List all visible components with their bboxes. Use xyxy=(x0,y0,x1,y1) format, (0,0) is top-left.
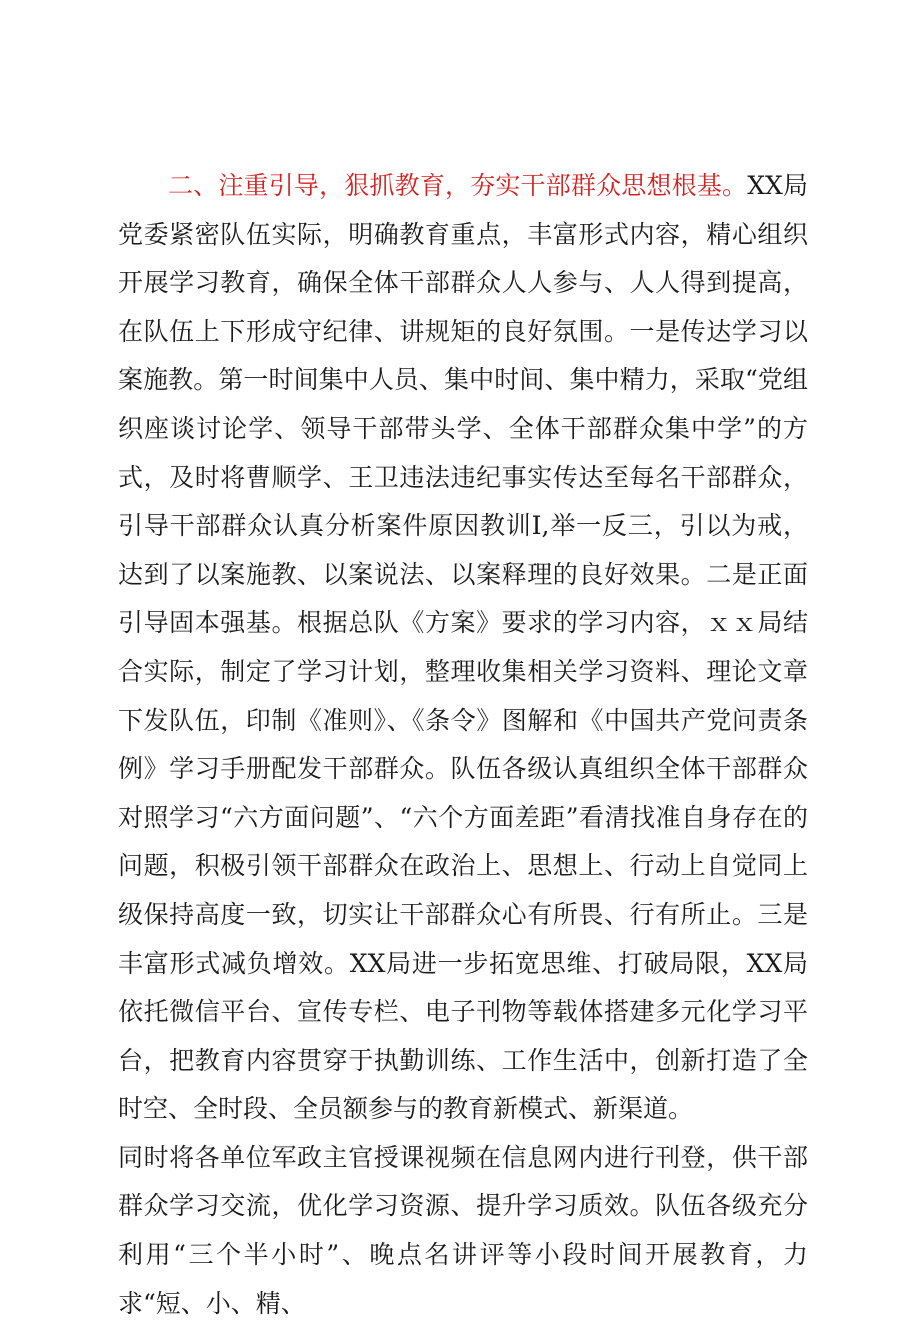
section-heading: 二、注重引导，狠抓教育，夯实干部群众思想根基。 xyxy=(168,171,748,200)
document-body xyxy=(118,162,808,1328)
paragraph-1-text: XX局党委紧密队伍实际，明确教育重点，丰富形式内容，精心组织开展学习教育，确保全体干部群众人人参与、人人得到提高，在队伍上下形成守纪律、讲规矩的良好氛围。一是传达学习以案施教。第一时间集中人员、集中时间、集中精力，采取“党组织座谈讨论学、领导干部带头学、全体干部群众集中学”的方式，及时将曹顺学、王卫违法违纪事实传达至每名干部群众，引导干部群众认真分析案件原因教训I,举一反三，引以为戒，达到了以案施教、以案说法、以案释理的良好效果。二是正面引导固本强基。根据总队《方案》要求的学习内容，ｘｘ局结合实际，制定了学习计划，整理收集相关学习资料、理论文章下发队伍，印制《准则》、《条令》图解和《中国共产党问责条例》学习手册配发干部群众。队伍各级认真组织全体干部群众对照学习“六方面问题”、“六个方面差距”看清找准自身存在的问题，积极引领干部群众在政治上、思想上、行动上自觉同上级保持高度一致，切实让干部群众心有所畏、行有所止。三是丰富形式减负增效。XX局进一步拓宽思维、打破局限，XX局依托微信平台、宣传专栏、电子刊物等载体搭建多元化学习平台，把教育内容贯穿于执勤训练、工作生活中，创新打造了全时空、全时段、全员额参与的教育新模式、新渠道。 xyxy=(118,171,808,1124)
paragraph-2-text: 同时将各单位军政主官授课视频在信息网内进行刊登，供干部群众学习交流，优化学习资源、提升学习质效。队伍各级充分利用“三个半小时”、晚点名讲评等小段时间开展教育，力求“短、小、精、 xyxy=(118,1142,808,1318)
paragraph-1 xyxy=(118,162,808,1134)
paragraph-2 xyxy=(118,1134,808,1328)
